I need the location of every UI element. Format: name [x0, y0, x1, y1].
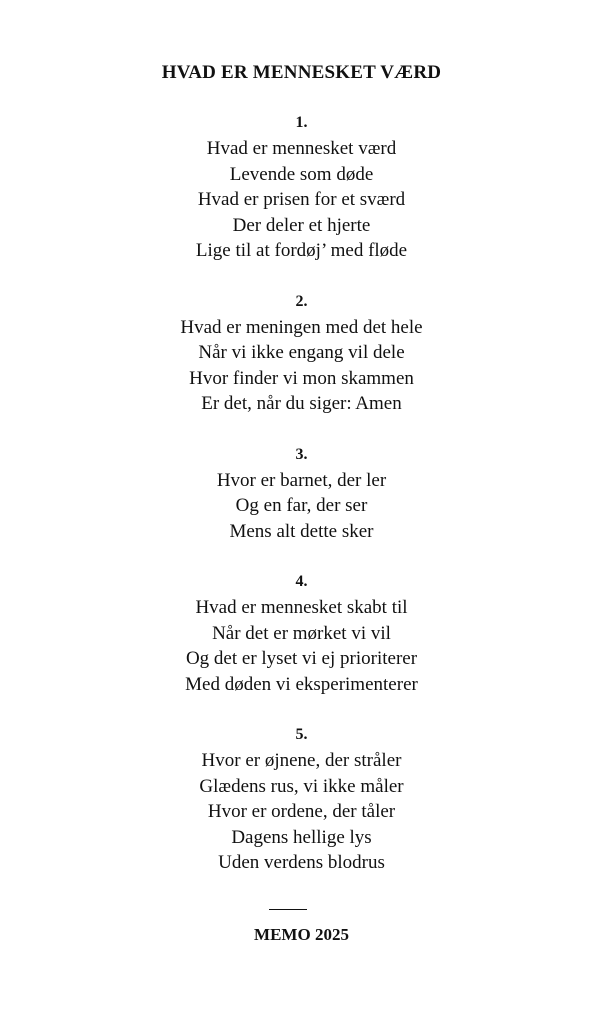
poem-signature: MEMO 2025: [254, 925, 349, 944]
poem-line: Og det er lyset vi ej prioriterer: [185, 648, 418, 669]
poem-line: Uden verdens blodrus: [218, 852, 385, 873]
poem-line: Når det er mørket vi vil: [212, 622, 391, 644]
stanza-4: [0, 569, 603, 697]
poem-line: Hvad er mennesket værd: [206, 138, 397, 159]
poem-title: HVAD ER MENNESKET VÆRD: [161, 62, 442, 83]
poem-line: Er det, når du siger: Amen: [201, 393, 402, 414]
poem-line: Levende som døde: [229, 163, 374, 185]
poem-line: Hvad er prisen for et sværd: [197, 189, 406, 210]
poem-body: [0, 110, 603, 901]
poem-line: Der deler et hjerte: [232, 214, 371, 236]
stanza-number: 5.: [295, 726, 308, 743]
poem-line: Hvad er mennesket skabt til: [195, 597, 408, 618]
stanza-number: 3.: [295, 445, 308, 463]
stanza-3: [0, 442, 603, 545]
poem-line: Hvor er ordene, der tåler: [207, 801, 396, 822]
stanza-number: 1.: [295, 114, 308, 131]
poem-line: Når vi ikke engang vil dele: [198, 342, 405, 363]
poem-line: Med døden vi eksperimenterer: [185, 673, 418, 695]
poem-line: Hvad er meningen med det hele: [180, 316, 423, 338]
poem-line: Hvor finder vi mon skammen: [189, 367, 414, 389]
stanza-number: 4.: [295, 573, 308, 590]
stanza-2: [0, 289, 603, 417]
poem-line: Mens alt dette sker: [229, 520, 374, 542]
stanza-5: [0, 722, 603, 876]
poem-line: Hvor er øjnene, der stråler: [201, 750, 402, 771]
poem-line: Dagens hellige lys: [231, 826, 372, 848]
poem-line: Og en far, der ser: [235, 495, 368, 516]
poem-line: Lige til at fordøj’ med fløde: [195, 240, 408, 261]
stanza-1: [0, 110, 603, 264]
stanza-number: 2.: [295, 292, 308, 310]
poem-line: Hvor er barnet, der ler: [216, 469, 387, 491]
poem-line: Glædens rus, vi ikke måler: [199, 775, 404, 797]
signature-divider: [269, 909, 307, 910]
